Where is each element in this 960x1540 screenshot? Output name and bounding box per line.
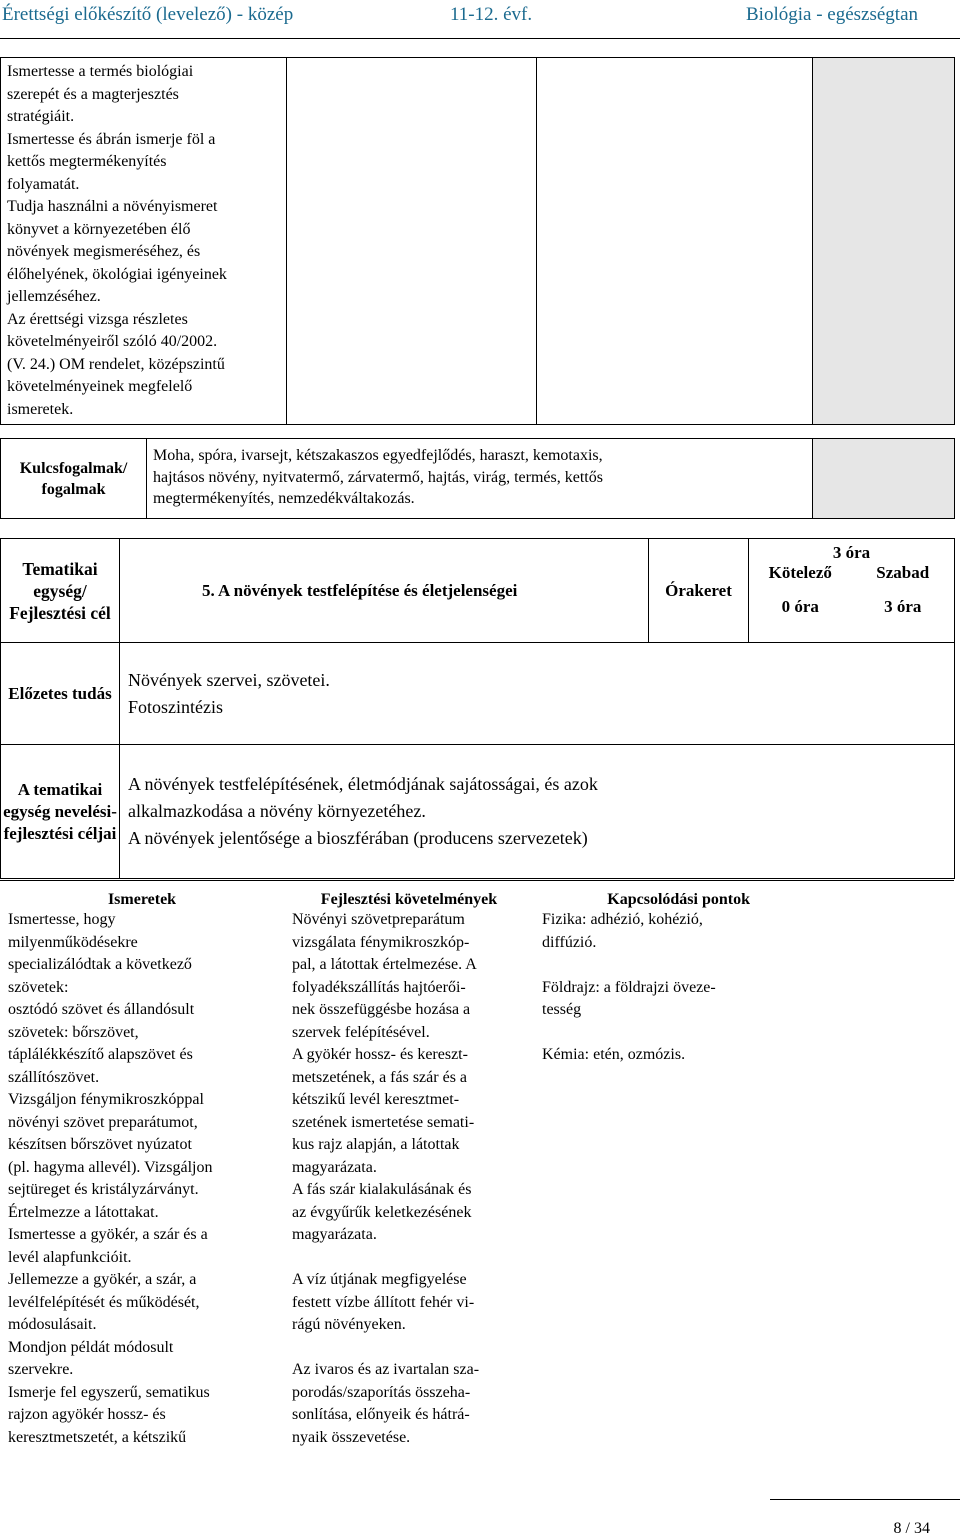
text-line: Mondjon példát módosult bbox=[8, 1338, 174, 1356]
goals-label: A tematikai egység nevelési-fejlesztési céljai bbox=[1, 745, 120, 879]
text-line: növények megismeréséhez, és bbox=[7, 243, 201, 260]
text-line: A növények testfelépítésének, életmódjának sajátosságai, és azok bbox=[128, 774, 598, 794]
header-middle: 11-12. évf. bbox=[450, 4, 533, 25]
text-line: szervek felépítésével. bbox=[292, 1023, 430, 1041]
prior-knowledge-text bbox=[120, 643, 955, 745]
header-kapcsolodasi: Kapcsolódási pontok bbox=[534, 881, 750, 910]
text-line: A víz útjának megfigyelése bbox=[292, 1271, 467, 1288]
text-line bbox=[292, 1337, 528, 1360]
text-line: növényi szövet preparátumot, bbox=[8, 1113, 198, 1131]
text-line: pal, a látottak értelmezése. A bbox=[292, 956, 477, 973]
text-line: Fotoszintézis bbox=[128, 696, 223, 717]
mandatory-label: Kötelező bbox=[768, 563, 832, 582]
continuation-empty-cell bbox=[537, 58, 813, 425]
key-concepts-label: Kulcsfogalmak/ fogalmak bbox=[1, 439, 147, 519]
text-line: szövetek: bbox=[8, 978, 69, 996]
text-line: rajzon agyökér hossz- és bbox=[8, 1406, 166, 1423]
text-line: szetének ismertetése semati- bbox=[292, 1113, 475, 1131]
text-line: készítsen bőrszövet nyúzatot bbox=[8, 1136, 192, 1153]
text-line: levélfelépítését és működését, bbox=[8, 1293, 200, 1311]
text-line: szövetek: bőrszövet, bbox=[8, 1023, 139, 1041]
text-line: metszetének, a fás szár és a bbox=[292, 1068, 468, 1086]
text-line: Növényi szövetpreparátum bbox=[292, 911, 465, 928]
text-line: nyaik összevetése. bbox=[292, 1428, 411, 1446]
text-line: ismeretek. bbox=[7, 400, 74, 418]
free-label: Szabad bbox=[876, 563, 930, 582]
text-line: az évgyűrűk keletkezésének bbox=[292, 1203, 472, 1221]
free-value: 3 óra bbox=[884, 597, 922, 616]
text-line: Értelmezze a látottakat. bbox=[8, 1203, 159, 1221]
text-line: Tudja használni a növényismeret bbox=[7, 198, 218, 215]
continuation-text bbox=[1, 58, 287, 425]
text-line: Fizika: adhézió, kohézió, bbox=[542, 911, 703, 928]
kapcsolodasi-column bbox=[534, 909, 750, 1459]
prior-knowledge-label: Előzetes tudás bbox=[1, 643, 120, 745]
ismeretek-column bbox=[0, 909, 284, 1459]
text-line: Moha, spóra, ivarsejt, kétszakaszos egyedfejlődés, haraszt, kemotaxis, bbox=[153, 447, 603, 464]
key-concepts-table bbox=[0, 438, 955, 519]
text-line: Növények szervei, szövetei. bbox=[128, 669, 330, 690]
page-number: 8 / 34 bbox=[893, 1520, 930, 1537]
text-line bbox=[542, 954, 744, 977]
footer-divider bbox=[770, 1499, 960, 1500]
text-line: osztódó szövet és állandósult bbox=[8, 1001, 195, 1018]
text-line: kétszikű levél keresztmet- bbox=[292, 1091, 460, 1108]
text-line: A fás szár kialakulásának és bbox=[292, 1181, 472, 1198]
header-divider bbox=[0, 38, 960, 39]
text-line: szervekre. bbox=[8, 1361, 74, 1378]
hours-total: 3 óra bbox=[832, 543, 871, 562]
text-line: keresztmetszetét, a kétszikű bbox=[8, 1428, 187, 1446]
text-line: módosulásait. bbox=[8, 1316, 97, 1333]
text-line: Kémia: etén, ozmózis. bbox=[542, 1046, 686, 1063]
text-line: táplálékkészítő alapszövet és bbox=[8, 1046, 193, 1063]
text-line: szállítószövet. bbox=[8, 1068, 100, 1086]
continuation-gray-cell bbox=[813, 58, 955, 425]
key-concepts-gray-cell bbox=[813, 439, 955, 519]
unit-table bbox=[0, 538, 955, 879]
text-line: Ismerje fel egyszerű, sematikus bbox=[8, 1383, 210, 1401]
text-line: (V. 24.) OM rendelet, középszintű bbox=[7, 355, 225, 373]
hours-split bbox=[749, 563, 954, 635]
header-fejlesztesi: Fejlesztési követelmények bbox=[284, 881, 534, 910]
header-right: Biológia - egészségtan bbox=[746, 4, 919, 25]
text-line: folyamatát. bbox=[7, 175, 80, 193]
hours-box bbox=[749, 539, 955, 643]
text-line: könyvet a környezetében élő bbox=[7, 220, 191, 238]
text-line: specializálódtak a következő bbox=[8, 956, 192, 973]
mandatory-value: 0 óra bbox=[781, 597, 819, 616]
text-line: élőhelyének, ökológiai igényeinek bbox=[7, 265, 227, 283]
text-line: folyadékszállítás hajtóerői- bbox=[292, 978, 466, 996]
continuation-table bbox=[0, 57, 955, 425]
header-ismeretek: Ismeretek bbox=[0, 881, 284, 910]
text-line: követelményeiről szóló 40/2002. bbox=[7, 333, 218, 350]
text-line: Ismertesse a termés biológiai bbox=[7, 63, 194, 80]
text-line: porodás/szaporítás összeha- bbox=[292, 1383, 471, 1401]
text-line: A gyökér hossz- és kereszt- bbox=[292, 1046, 468, 1063]
text-line bbox=[542, 1022, 744, 1045]
unit-title: 5. A növények testfelépítése és életjelenségei bbox=[120, 539, 649, 643]
content-table bbox=[0, 880, 954, 1459]
text-line: szerepét és a magterjesztés bbox=[7, 85, 179, 103]
text-line: Vizsgáljon fénymikroszkóppal bbox=[8, 1091, 204, 1108]
continuation-empty-cell bbox=[287, 58, 537, 425]
text-line: követelményeinek megfelelő bbox=[7, 378, 193, 395]
text-line: jellemzéséhez. bbox=[7, 288, 101, 305]
goals-text bbox=[120, 745, 955, 879]
text-line: megtermékenyítés, nemzedékváltakozás. bbox=[153, 490, 415, 507]
text-line: (pl. hagyma allevél). Vizsgáljon bbox=[8, 1158, 213, 1176]
text-line: Ismertesse a gyökér, a szár és a bbox=[8, 1226, 208, 1243]
empty-column bbox=[750, 909, 954, 1459]
text-line: Az érettségi vizsga részletes bbox=[7, 310, 188, 328]
text-line: Ismertesse, hogy bbox=[8, 911, 116, 928]
text-line: sejtüreget és kristályzárványt. bbox=[8, 1181, 199, 1198]
text-line: magyarázata. bbox=[292, 1158, 377, 1176]
text-line: A növények jelentősége a bioszférában (producens szervezetek) bbox=[128, 828, 588, 848]
text-line: alkalmazkodása a növény környezetéhez. bbox=[128, 801, 426, 821]
text-line: sonlítása, előnyeik és hátrá- bbox=[292, 1406, 470, 1423]
text-line: nek összefüggésbe hozása a bbox=[292, 1001, 471, 1018]
text-line: vizsgálata fénymikroszkóp- bbox=[292, 933, 470, 951]
text-line: kus rajz alapján, a látottak bbox=[292, 1136, 460, 1153]
hours-label: Órakeret bbox=[649, 539, 749, 643]
text-line: Jellemezze a gyökér, a szár, a bbox=[8, 1271, 197, 1288]
text-line: milyenműködésekre bbox=[8, 933, 138, 951]
text-line bbox=[292, 1247, 528, 1270]
text-line: magyarázata. bbox=[292, 1226, 377, 1243]
header-empty bbox=[750, 881, 954, 910]
text-line: hajtásos növény, nyitvatermő, zárvatermő, hajtás, virág, termés, kettős bbox=[153, 468, 603, 486]
text-line: tesség bbox=[542, 1001, 582, 1018]
unit-label: Tematikai egység/ Fejlesztési cél bbox=[1, 539, 120, 643]
text-line: stratégiáit. bbox=[7, 108, 75, 125]
key-concepts-text bbox=[147, 439, 813, 519]
text-line: Ismertesse és ábrán ismerje föl a bbox=[7, 130, 216, 148]
text-line: diffúzió. bbox=[542, 933, 597, 951]
text-line: Az ivaros és az ivartalan sza- bbox=[292, 1361, 480, 1378]
header-left: Érettségi előkészítő (levelező) - közép bbox=[2, 4, 294, 25]
text-line: Földrajz: a földrajzi öveze- bbox=[542, 978, 716, 996]
text-line: kettős megtermékenyítés bbox=[7, 153, 167, 170]
fejlesztesi-column bbox=[284, 909, 534, 1459]
text-line: levél alapfunkcióit. bbox=[8, 1248, 132, 1266]
text-line: rágú növényeken. bbox=[292, 1316, 406, 1333]
text-line: festett vízbe állított fehér vi- bbox=[292, 1293, 475, 1311]
